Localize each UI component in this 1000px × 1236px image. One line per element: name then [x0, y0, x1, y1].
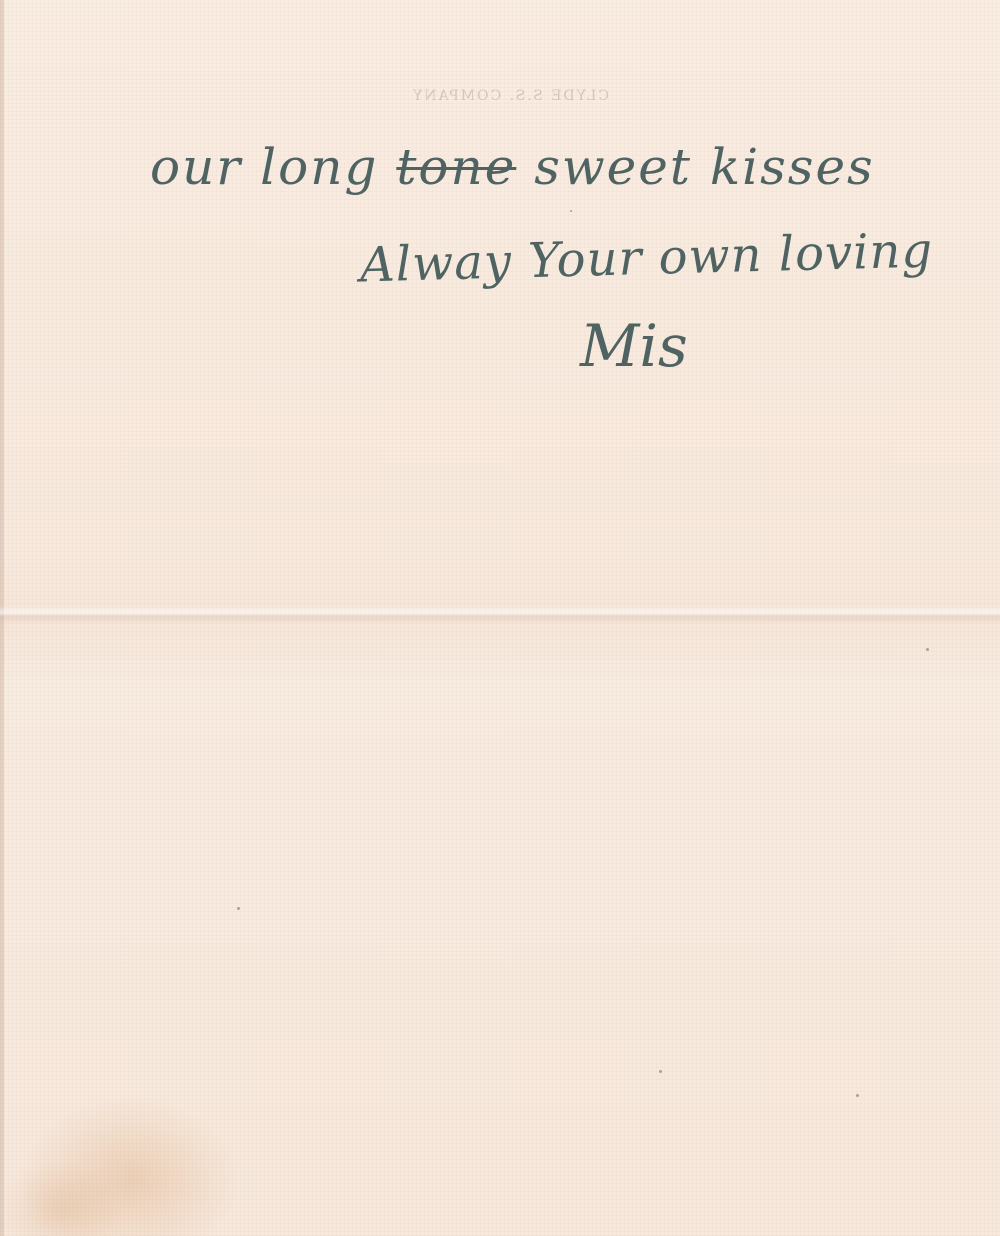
paper-speck	[237, 907, 240, 910]
paper-fold-crease	[0, 606, 1000, 624]
line1-text-start: our long	[150, 138, 379, 196]
paper-speck	[856, 1094, 859, 1097]
paper-speck	[570, 210, 572, 212]
handwritten-closing: Alway Your own loving	[359, 222, 934, 294]
line1-text-end: sweet kisses	[534, 138, 875, 196]
handwritten-signature: Mis	[580, 312, 688, 380]
paper-speck	[659, 1070, 662, 1073]
handwritten-line-1	[150, 138, 875, 196]
paper-speck	[926, 648, 929, 651]
letterhead-embossing: CLYDE S.S. COMPANY	[410, 88, 610, 104]
line1-struck-word: tone	[396, 138, 517, 196]
